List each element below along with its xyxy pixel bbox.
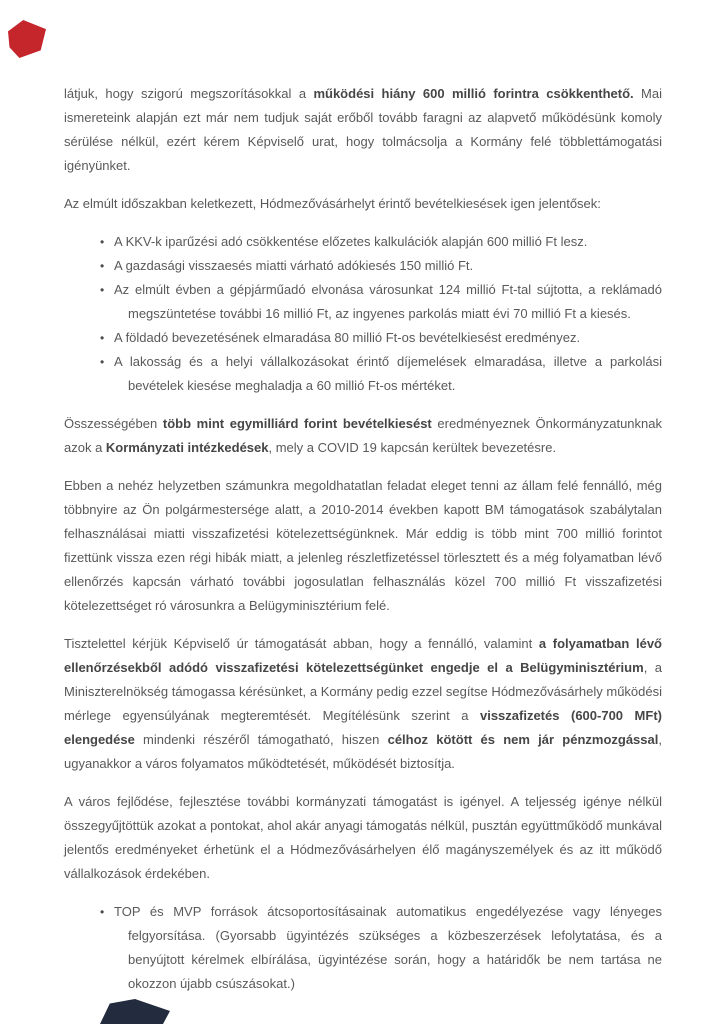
text-run-bold: célhoz kötött és nem jár pénzmozgással [387, 732, 659, 747]
paragraph-request [64, 632, 662, 776]
text-run: látjuk, hogy szigorú megszorításokkal a [64, 86, 314, 101]
list-item-text: A KKV-k iparűzési adó csökkentése előzetes kalkulációk alapján 600 millió Ft lesz. [114, 234, 588, 249]
paragraph-repayment-obligation: Ebben a nehéz helyzetben számunkra megoldhatatlan feladat eleget tenni az állam felé fennálló, még többnyire az Ön polgármestersége alatt, a 2010-2014 években kapott BM támogatások szabálytalan felhasználásai miatti visszafizetési kötelezettségünknek. Már eddig is több mint 700 millió forintot fizettünk vissza ezen régi hibák miatt, a jelenleg részletfizetéssel törlesztett és a még folyamatban lévő ellenőrzés kapcsán várható további jogosulatlan felhasználás közel 700 millió Ft visszafizetési kötelezettséget ró városunkra a Belügyminisztérium felé. [64, 478, 662, 613]
bullet-icon: • [100, 259, 105, 273]
text-run: Összességében [64, 416, 163, 431]
text-run-bold: visszafizetés (600-700 MFt) elengedése [64, 708, 662, 747]
list-item [64, 254, 662, 278]
bullet-icon: • [100, 331, 105, 345]
text-run-bold: Kormányzati intézkedések [105, 440, 269, 455]
bullet-icon: • [100, 905, 105, 919]
text-run: , mely a COVID 19 kapcsán kerültek bevezetésre. [268, 440, 557, 455]
bullet-list-revenue-losses [64, 230, 662, 398]
text-run-bold: működési hiány 600 millió forintra csökkenthető. [313, 86, 634, 101]
bullet-icon: • [100, 283, 105, 297]
paragraph-summary [64, 412, 662, 460]
bullet-list-proposals [64, 900, 662, 996]
paragraph-budget-gap [64, 82, 662, 178]
text-run: eredményeznek Önkormányzatunknak azok a [64, 416, 662, 455]
text-run-bold: a folyamatban lévő ellenőrzésekből adódó visszafizetési kötelezettségünket engedje el a Belügyminisztérium [64, 636, 662, 675]
list-item [64, 326, 662, 350]
text-run: , ugyanakkor a város folyamatos működtetését, működését biztosítja. [64, 732, 662, 771]
text-run: , a Miniszterelnökség támogassa kérésünket, a Kormány pedig ezzel segítse Hódmezővásárhely működési mérlege egyensúlyának megteremtését. Megítélésünk szerint a [64, 660, 662, 723]
text-run: Tisztelettel kérjük Képviselő úr támogatását abban, hogy a fennálló, valamint [64, 636, 539, 651]
dark-ink-mark [100, 999, 170, 1024]
list-item [64, 900, 662, 996]
list-item [64, 278, 662, 326]
text-run: mindenki részéről támogatható, hiszen [134, 732, 388, 747]
list-item [64, 230, 662, 254]
paragraph-revenue-losses-intro: Az elmúlt időszakban keletkezett, Hódmezővásárhelyt érintő bevételkiesések igen jelentősek: [64, 196, 601, 211]
list-item-text: A gazdasági visszaesés miatti várható adókiesés 150 millió Ft. [114, 258, 474, 273]
bullet-icon: • [100, 355, 105, 369]
list-item-text: TOP és MVP források átcsoportosításainak automatikus engedélyezése vagy lényeges felgyorsítása. (Gyorsabb ügyintézés szükséges a közbeszerzések lefolytatása, és a benyújtott kérelmek elbírálása, ügyintézése során, hogy a határidők be nem tartása ne okozzon újabb csúszásokat.) [114, 904, 662, 991]
list-item [64, 350, 662, 398]
bullet-icon: • [100, 235, 105, 249]
paragraph-development: A város fejlődése, fejlesztése további kormányzati támogatást is igényel. A teljesség igénye nélkül összegyűjtöttük azokat a pontokat, ahol akár anyagi támogatás nélkül, pusztán együttműködő munkával jelentős eredményeket érhetünk el a Hódmezővásárhelyen élő magányszemélyek és az itt működő vállalkozások érdekében. [64, 794, 662, 881]
text-run-bold: több mint egymilliárd forint bevételkiesést [162, 416, 432, 431]
list-item-text: A lakosság és a helyi vállalkozásokat érintő díjemelések elmaradása, illetve a parkolási bevételek kiesése meghaladja a 60 millió Ft-os mértéket. [114, 354, 662, 393]
text-run: Mai ismereteink alapján ezt már nem tudjuk saját erőből tovább faragni az alapvető működésünk komoly sérülése nélkül, ezért kérem Képviselő urat, hogy tolmácsolja a Kormány felé többlettámogatási igényünket. [64, 86, 663, 173]
list-item-text: A földadó bevezetésének elmaradása 80 millió Ft-os bevételkiesést eredményez. [114, 330, 581, 345]
list-item-text: Az elmúlt évben a gépjárműadó elvonása városunkat 124 millió Ft-tal sújtotta, a reklámadó megszüntetése további 16 millió Ft, az ingyenes parkolás miatt évi 70 millió Ft a kiesés. [114, 282, 662, 321]
